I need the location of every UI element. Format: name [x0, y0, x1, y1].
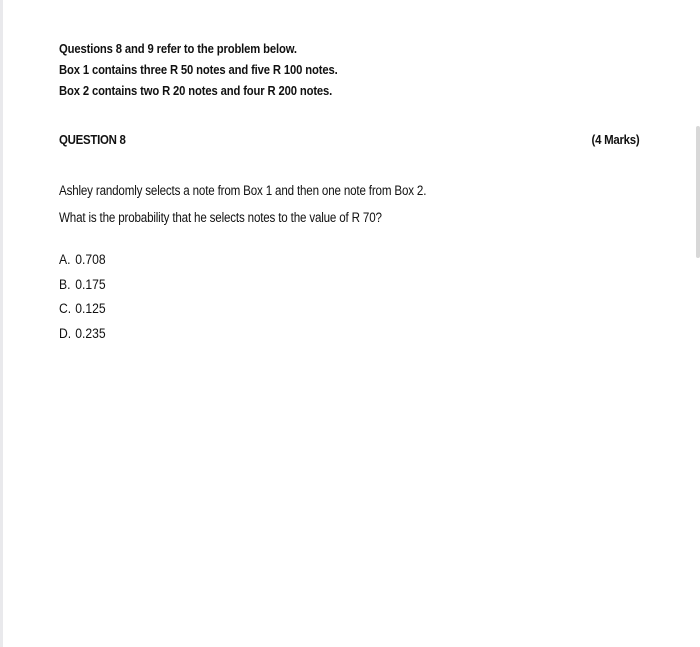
question-text-line-2: What is the probability that he selects notes to the value of R 70? — [59, 210, 382, 225]
option-letter: C. — [59, 301, 72, 316]
option-letter: A. — [59, 252, 71, 267]
answer-options — [59, 248, 106, 346]
option-value: 0.175 — [75, 276, 106, 292]
option-letter: B. — [59, 276, 71, 292]
intro-line-2: Box 1 contains three R 50 notes and five R 100 notes. — [59, 63, 338, 77]
option-c — [59, 297, 106, 322]
option-value: 0.125 — [75, 301, 106, 316]
intro-line-3: Box 2 contains two R 20 notes and four R 200 notes. — [59, 84, 333, 98]
question-text — [59, 177, 426, 231]
problem-intro — [59, 39, 338, 102]
scrollbar-thumb[interactable] — [696, 126, 700, 258]
page-left-edge — [0, 0, 3, 647]
intro-line-1: Questions 8 and 9 refer to the problem below. — [59, 42, 297, 56]
option-a — [59, 248, 106, 273]
question-text-line-1: Ashley randomly selects a note from Box 1 and then one note from Box 2. — [59, 183, 427, 198]
option-value: 0.235 — [75, 325, 106, 341]
option-b — [59, 273, 106, 298]
option-value: 0.708 — [75, 252, 106, 267]
question-header — [59, 132, 639, 152]
question-title: QUESTION 8 — [59, 132, 126, 147]
option-d — [59, 322, 106, 347]
question-marks: (4 Marks) — [591, 132, 639, 147]
option-letter: D. — [59, 325, 72, 341]
